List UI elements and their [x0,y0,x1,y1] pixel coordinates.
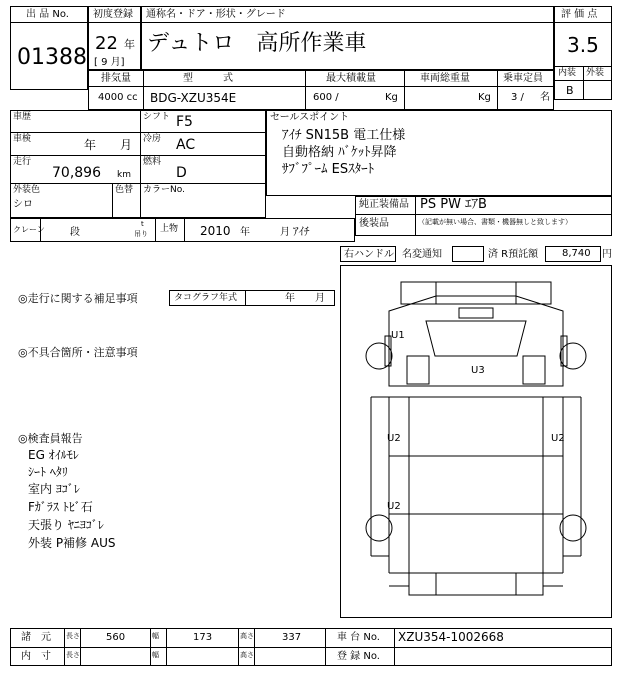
crane-label: クレーン [13,225,45,234]
truck-outline [341,266,611,617]
model-name-label: 通称名・ドア・形状・グレード [146,9,286,20]
tachograph-label: タコグラフ年式 [174,293,238,303]
upper-body-year: 2010 [200,224,231,238]
inner-width-label: 幅 [152,651,159,659]
upper-body-maker: ｱｲﾁ [293,225,310,238]
history-label: 車歴 [13,112,32,122]
crane-stage-unit: 段 [70,227,80,238]
chassis-number: XZU354-1002668 [398,630,504,644]
damage-mark-u2-rear: U2 [387,501,401,512]
first-registration-month: [ 9 月] [94,57,125,68]
equipment-label: 純正装備品 [359,199,409,210]
length: 560 [106,632,126,643]
rear-panel [409,573,543,595]
fuel: D [176,165,187,181]
shift: F5 [176,114,193,130]
recycle-fee-label: 済 R預託額 [488,249,539,260]
exterior-grade-label: 外装 [586,68,605,78]
capacity: 3 / [511,92,524,103]
model-name: デュトロ 高所作業車 [147,31,367,56]
upper-body-label: 上物 [160,224,179,234]
crane-t-unit: t [141,220,144,228]
inspector-item-4: Fｶﾞﾗｽ ﾄﾋﾞ石 [28,500,93,514]
displacement: 4000 cc [98,92,138,103]
mileage-unit: km [117,170,131,180]
damage-mark-u2-left: U2 [387,433,401,444]
right-door-window [523,356,545,384]
ext-color-label: 外装色 [13,185,41,195]
inspector-report-label: ◎検査員報告 [18,432,83,445]
cab-roof-marker [459,308,493,318]
inspector-item-3: 室内 ﾖｺﾞﾚ [28,482,80,496]
defects-label: ◎不具合箇所・注意事項 [18,346,138,359]
inspector-item-1: EG ｵｲﾙﾓﾚ [28,448,79,462]
type-label: 型 式 [183,73,233,84]
upper-body-year-unit: 年 [240,227,250,238]
first-registration-year: 22 [95,33,118,54]
name-change-box [452,246,484,262]
mileage-label: 走行 [13,157,32,167]
front-right-wheel [560,343,586,369]
inspector-item-6: 外装 P補修 AUS [28,536,116,550]
damage-mark-u2-right: U2 [551,433,565,444]
lot-number-label: 出 品 No. [26,9,69,20]
inspection-label: 車検 [13,134,32,144]
model-code: BDG-XZU354E [150,91,237,105]
sales-point-1: ｱｲﾁ SN15B 電工仕様 [282,128,406,143]
capacity-label: 乗車定員 [503,73,543,84]
ac: AC [176,137,196,153]
vehicle-diagram [340,265,612,618]
damage-mark-u1: U1 [391,330,405,341]
crane-suspend-unit: 吊り [134,230,148,238]
gross-weight-unit: Kg [478,92,491,103]
inspection-value: 年 月 [84,138,133,152]
inner-length-label: 長さ [66,651,80,659]
ac-label: 冷房 [143,134,162,144]
left-door-window [407,356,429,384]
front-bumper [401,282,551,304]
sales-point-2: 自動格納 ﾊﾞｹｯﾄ昇降 [282,145,397,160]
shift-label: シフト [143,112,171,122]
width-label: 幅 [152,632,159,640]
capacity-unit: 名 [540,92,550,103]
inner-dims-label: 内 寸 [21,651,51,662]
max-load: 600 / [313,92,339,103]
details-grid [10,110,266,218]
dims-label: 諸 元 [21,632,51,643]
max-load-unit: Kg [385,92,398,103]
name-change-label: 名変通知 [402,249,442,260]
inspector-item-2: ｼｰﾄ ﾍﾀﾘ [28,465,68,479]
height: 337 [282,632,302,643]
aftermarket-note: （記載が無い場合、書類・機器無しと致します） [418,218,572,226]
cargo-deck [409,397,543,573]
displacement-label: 排気量 [101,73,131,84]
rear-left-wheel [366,515,392,541]
front-left-wheel [366,343,392,369]
tachograph-value: 年 月 [285,293,325,304]
mileage: 70,896 [52,165,101,181]
inner-height-label: 高さ [240,651,254,659]
interior-grade-label: 内装 [558,68,577,78]
chassis-label: 車 台 No. [337,632,380,643]
max-load-label: 最大積載量 [326,73,376,84]
grade-label: 評 価 点 [561,9,598,20]
inspector-item-5: 天張り ﾔﾆﾖｺﾞﾚ [28,518,104,532]
upper-body-month-unit: 月 [280,227,290,238]
damage-mark-u3: U3 [471,365,485,376]
driving-notes-label: ◎走行に関する補足事項 [18,292,138,305]
recycle-amount: 8,740 [562,248,591,259]
right-mirror [561,336,567,366]
interior-grade: B [566,84,574,97]
sales-point-3: ｻﾌﾞﾌﾟｰﾑ ESｽﾀｰﾄ [282,162,375,177]
sales-point-label: セールスポイント [270,112,350,123]
gross-weight-label: 車両総重量 [420,73,470,84]
fuel-label: 燃料 [143,157,162,167]
height-label: 高さ [240,632,254,640]
ext-color: シロ [13,199,33,210]
aftermarket-label: 後装品 [359,218,389,229]
yen-unit: 円 [602,249,612,260]
width: 173 [193,632,213,643]
right-hand-drive: 右ハンドル [344,249,394,260]
lot-number: 01388 [17,45,87,70]
color-change-label: 色替 [115,185,134,195]
rear-right-wheel [560,515,586,541]
length-label: 長さ [66,632,80,640]
year-unit: 年 [124,38,135,51]
equipment: PS PW ｴｱB [420,197,487,212]
registration-label: 登 録 No. [337,651,380,662]
color-code-label: カラーNo. [143,185,185,195]
windshield [426,321,526,356]
grade-value: 3.5 [567,33,599,57]
first-registration-label: 初度登録 [93,9,133,20]
